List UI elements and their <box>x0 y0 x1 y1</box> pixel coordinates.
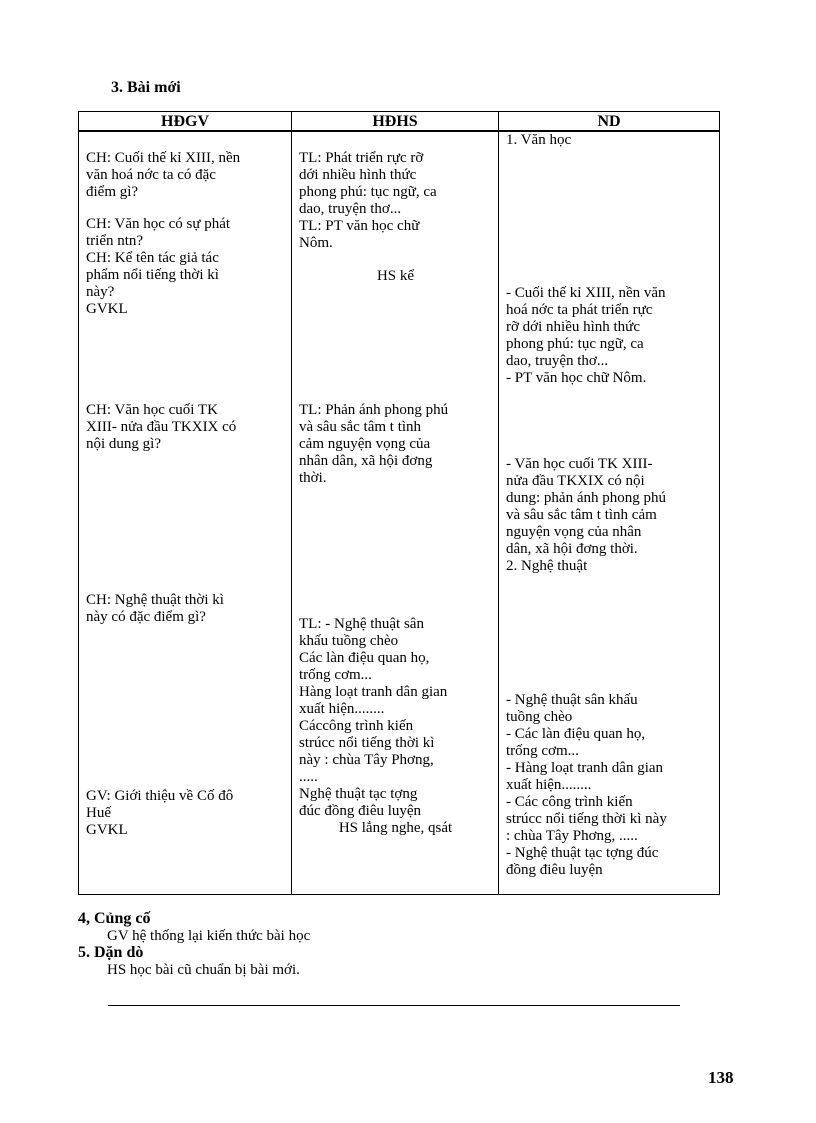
section-4-text: GV hệ thống lại kiến thức bài học <box>107 928 311 944</box>
footer-divider <box>108 1005 680 1006</box>
student-activity-cell <box>292 131 499 895</box>
table-row <box>79 131 720 895</box>
teacher-activity-cell <box>79 131 292 895</box>
student-answer-1: TL: Phát triển rực rỡ dới nhiều hình thức phong phú: tục ngữ, ca dao, truyện thơ... TL: PT văn học chữ Nôm. <box>299 150 437 251</box>
content-heading-1: 1. Văn học <box>506 132 572 148</box>
teacher-question-4: CH: Nghệ thuật thời kì này có đặc điểm gì? <box>86 592 224 625</box>
section-5-title: 5. Dặn dò <box>78 944 144 961</box>
teacher-question-3: CH: Văn học cuối TK XIII- nửa đầu TKXIX có nội dung gì? <box>86 402 237 452</box>
content-cell <box>499 131 720 895</box>
section-5-text: HS học bài cũ chuẩn bị bài mới. <box>107 962 300 978</box>
content-block-1: - Cuối thế kỉ XIII, nền văn hoá nớc ta phát triển rực rỡ dới nhiều hình thức phong phú: tục ngữ, ca dao, truyện thơ... - PT văn học chữ Nôm. <box>506 285 666 386</box>
section-3-title: 3. Bài mới <box>111 79 181 96</box>
page-number: 138 <box>708 1068 734 1087</box>
student-answer-5: HS lắng nghe, qsát <box>338 820 453 836</box>
header-hdgv: HĐGV <box>79 112 292 132</box>
content-block-3: - Nghệ thuật sân khấu tuồng chèo - Các làn điệu quan họ, trống cơm... - Hàng loạt tranh dân gian xuất hiện........ - Các công trình kiến strúcc nổi tiếng thời kì này : chùa Tây Phơng, ..... - Nghệ thuật tạc tợng đúc đồng điêu luyện <box>506 692 667 878</box>
table-header-row <box>79 112 720 132</box>
student-answer-4: TL: - Nghệ thuật sân khấu tuồng chèo Các làn điệu quan họ, trống cơm... Hàng loạt tranh dân gian xuất hiện........ Cáccông trình kiến strúcc nổi tiếng thời kì này : chùa Tây Phơng, ..... Nghệ thuật tạc tợng đúc đồng điêu luyện <box>299 616 448 819</box>
student-answer-2: HS kể <box>376 268 415 284</box>
teacher-question-1: CH: Cuối thế kỉ XIII, nền văn hoá nớc ta có đặc điểm gì? <box>86 150 241 200</box>
teacher-question-2: CH: Văn học có sự phát triển ntn? CH: Kể tên tác giả tác phẩm nổi tiếng thời kì này? GVKL <box>86 216 231 317</box>
section-4-title: 4, Củng cố <box>78 910 151 927</box>
content-block-2: - Văn học cuối TK XIII- nửa đầu TKXIX có nội dung: phản ánh phong phú và sâu sắc tâm t tình cảm nguyện vọng của nhân dân, xã hội đơng thời. 2. Nghệ thuật <box>506 456 666 574</box>
header-hdhs: HĐHS <box>292 112 499 132</box>
header-nd: ND <box>499 112 720 132</box>
teacher-question-5: GV: Giới thiệu về Cố đô Huế GVKL <box>86 788 234 838</box>
student-answer-3: TL: Phản ánh phong phú và sâu sắc tâm t tình cảm nguyện vọng của nhân dân, xã hội đơng thời. <box>299 402 449 486</box>
lesson-table <box>78 111 720 895</box>
